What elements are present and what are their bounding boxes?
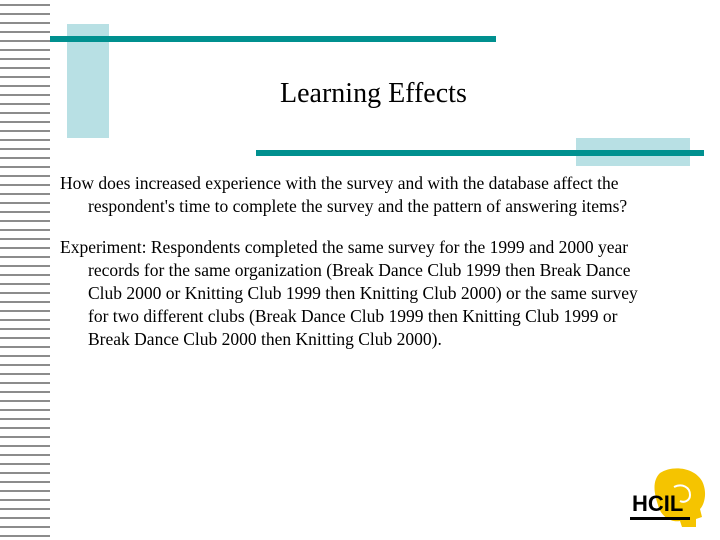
logo-underline <box>630 517 690 520</box>
paragraph-question: How does increased experience with the survey and with the database affect the respondent's time to complete the survey and the pattern of answering items? <box>60 173 628 216</box>
left-striped-border <box>0 0 50 540</box>
logo-text: HCIL <box>632 491 684 516</box>
paragraph-experiment: Experiment: Respondents completed the same survey for the 1999 and 2000 year records for the same organization (Break Dance Club 1999 then Break Dance Club 2000 or Knitting Club 1999 then Knitting Club 2000) or the same survey for two different clubs (Break Dance Club 1999 then Knitting Club 1999 or Break Dance Club 2000 then Knitting Club 2000). <box>60 237 638 349</box>
hcil-head-logo-icon <box>630 465 712 533</box>
title-rule-top <box>50 36 496 42</box>
hcil-logo <box>630 465 712 533</box>
title-rule-bottom <box>256 150 704 156</box>
slide-title: Learning Effects <box>280 78 467 109</box>
slide-body <box>60 172 660 369</box>
